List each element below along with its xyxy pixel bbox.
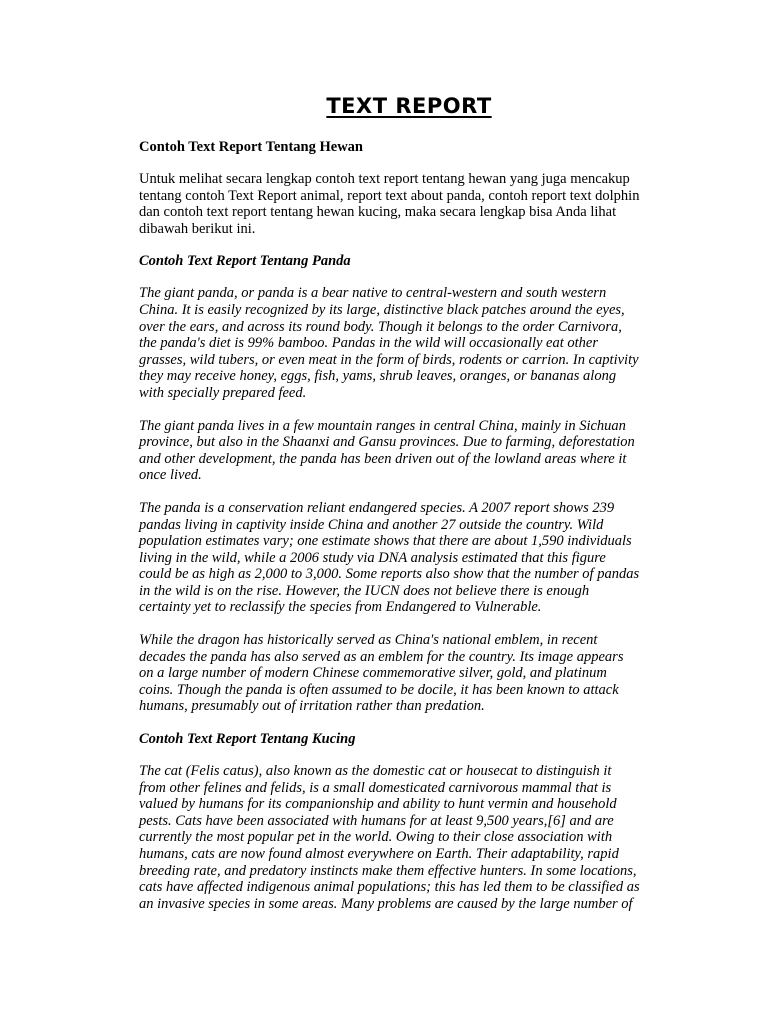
panda-section-heading: Contoh Text Report Tentang Panda — [139, 253, 351, 270]
text-line: once lived. — [139, 467, 202, 484]
text-line: certainty yet to reclassify the species from Endangered to Vulnerable. — [139, 599, 542, 616]
text-line: they may receive honey, eggs, fish, yams, shrub leaves, oranges, or bananas along — [139, 368, 617, 385]
text-line: pandas living in captivity inside China and another 27 outside the country. Wild — [139, 516, 604, 533]
text-line: The panda is a conservation reliant endangered species. A 2007 report shows 239 — [139, 499, 615, 516]
kucing-section-heading: Contoh Text Report Tentang Kucing — [139, 731, 356, 748]
document-title: TEXT REPORT — [326, 94, 492, 118]
text-line: and other development, the panda has been driven out of the lowland areas where it — [139, 450, 627, 467]
text-line: coins. Though the panda is often assumed to be docile, it has been known to attack — [139, 681, 619, 698]
text-line: grasses, wild tubers, or even meat in the form of birds, rodents or carrion. In captivity — [139, 351, 639, 368]
text-line: from other felines and felids, is a small domesticated carnivorous mammal that is — [139, 779, 612, 796]
text-line: population estimates vary; one estimate shows that there are about 1,590 individuals — [139, 533, 632, 550]
text-line: China. It is easily recognized by its large, distinctive black patches around the eyes, — [139, 301, 625, 318]
text-line: province, but also in the Shaanxi and Gansu provinces. Due to farming, deforestation — [139, 434, 635, 451]
panda-paragraph-3 — [139, 500, 679, 616]
text-line: humans, presumably out of irritation rather than predation. — [139, 698, 485, 715]
text-line: an invasive species in some areas. Many problems are caused by the large number of — [139, 895, 633, 912]
text-line: could be as high as 2,000 to 3,000. Some reports also show that the number of pandas — [139, 566, 640, 583]
text-line: While the dragon has historically served as China's national emblem, in recent — [139, 632, 598, 649]
panda-paragraph-1 — [139, 285, 679, 401]
text-line: with specially prepared feed. — [139, 384, 307, 401]
intro-paragraph — [139, 171, 679, 237]
text-line: cats have affected indigenous animal populations; this has led them to be classified as — [139, 879, 640, 896]
text-line: dibawah berikut ini. — [139, 220, 256, 237]
text-line: tentang contoh Text Report animal, report text about panda, contoh report text dolphin — [139, 187, 640, 204]
text-line: living in the wild, while a 2006 study via DNA analysis estimated that this figure — [139, 549, 606, 566]
main-heading: Contoh Text Report Tentang Hewan — [139, 139, 363, 155]
text-line: breeding rate, and predatory instincts make them effective hunters. In some locations, — [139, 862, 637, 879]
document-page — [139, 92, 679, 928]
text-line: over the ears, and across its round body. Though it belongs to the order Carnivora, — [139, 318, 622, 335]
text-line: the panda's diet is 99% bamboo. Pandas in the wild will occasionally eat other — [139, 335, 599, 352]
panda-paragraph-2 — [139, 418, 679, 484]
text-line: The cat (Felis catus), also known as the domestic cat or housecat to distinguish it — [139, 763, 612, 780]
text-line: currently the most popular pet in the world. Owing to their close association with — [139, 829, 613, 846]
panda-paragraph-4 — [139, 632, 679, 715]
text-line: pests. Cats have been associated with humans for at least 9,500 years,[6] and are — [139, 812, 614, 829]
text-line: Untuk melihat secara lengkap contoh text report tentang hewan yang juga mencakup — [139, 171, 630, 187]
text-line: in the wild is on the rise. However, the IUCN does not believe there is enough — [139, 582, 590, 599]
text-line: on a large number of modern Chinese commemorative silver, gold, and platinum — [139, 665, 607, 682]
text-line: valued by humans for its companionship and ability to hunt vermin and household — [139, 796, 617, 813]
text-line: humans, cats are now found almost everywhere on Earth. Their adaptability, rapid — [139, 846, 619, 862]
text-line: dan contoh text report tentang hewan kucing, maka secara lengkap bisa Anda lihat — [139, 204, 617, 221]
text-line: decades the panda has also served as an emblem for the country. Its image appears — [139, 648, 624, 665]
text-line: The giant panda lives in a few mountain ranges in central China, mainly in Sichuan — [139, 417, 626, 434]
text-line: The giant panda, or panda is a bear native to central-western and south western — [139, 285, 607, 302]
kucing-paragraph-1 — [139, 763, 679, 912]
